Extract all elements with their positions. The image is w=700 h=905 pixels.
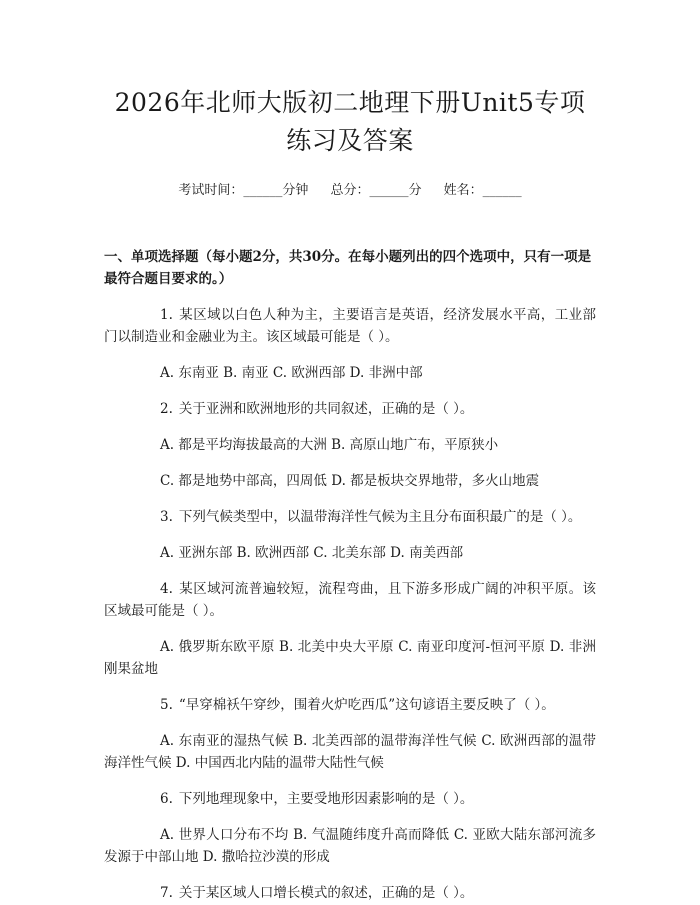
question-number: 6. [160,791,173,807]
question-text: 某区域以白色人种为主，主要语言是英语，经济发展水平高，工业部门以制造业和金融业为主。该区域最可能是（ ）。 [104,307,596,345]
section-heading: 一、单项选择题（每小题2分，共30分。在每小题列出的四个选项中，只有一项是最符合题目要求的。） [104,249,592,287]
question-6 [104,788,596,868]
question-stem [104,506,596,528]
exam-meta [104,182,596,200]
question-options: A. 东南亚 B. 南亚 C. 欧洲西部 D. 非洲中部 [160,365,423,381]
question-number: 1. [160,307,173,323]
question-options: A. 俄罗斯东欧平原 B. 北美中央大平原 C. 南亚印度河-恒河平原 D. 非洲刚果盆地 [104,639,596,677]
question-stem [104,882,596,904]
question-text: 关于某区域人口增长模式的叙述，正确的是（ ）。 [178,885,474,901]
question-text: “早穿棉袄午穿纱，围着火炉吃西瓜”这句谚语主要反映了（ ）。 [178,697,555,713]
student-name: 姓名：______ [443,183,522,198]
question-stem [104,788,596,810]
question-stem [104,398,596,420]
question-3 [104,506,596,564]
question-number: 4. [160,581,173,597]
question-2 [104,398,596,492]
question-options: A. 东南亚的湿热气候 B. 北美西部的温带海洋性气候 C. 欧洲西部的温带海洋性气候 D. 中国西北内陆的温带大陆性气候 [104,733,596,771]
question-number: 7. [160,885,173,901]
question-5 [104,694,596,774]
question-stem [104,694,596,716]
question-number: 2. [160,401,173,417]
question-7 [104,882,596,904]
document-title: 2026年北师大版初二地理下册Unit5专项练习及答案 [114,88,586,155]
question-text: 关于亚洲和欧洲地形的共同叙述，正确的是（ ）。 [178,401,474,417]
question-4 [104,578,596,680]
question-number: 5. [160,697,173,713]
question-options: A. 世界人口分布不均 B. 气温随纬度升高而降低 C. 亚欧大陆东部河流多发源于中部山地 D. 撒哈拉沙漠的形成 [104,827,596,865]
question-text: 下列气候类型中，以温带海洋性气候为主且分布面积最广的是（ ）。 [178,509,582,525]
question-stem [104,304,596,348]
question-list [104,304,596,904]
question-options: C. 都是地势中部高，四周低 D. 都是板块交界地带，多火山地震 [160,473,540,489]
question-text: 下列地理现象中，主要受地形因素影响的是（ ）。 [178,791,474,807]
total-score: 总分：______分 [330,183,422,198]
exam-time: 考试时间：______分钟 [178,183,309,198]
question-options: A. 亚洲东部 B. 欧洲西部 C. 北美东部 D. 南美西部 [160,545,464,561]
question-number: 3. [160,509,173,525]
question-text: 某区域河流普遍较短，流程弯曲，且下游多形成广阔的冲积平原。该区域最可能是（ ）。 [104,581,596,619]
question-1 [104,304,596,384]
question-options: A. 都是平均海拔最高的大洲 B. 高原山地广布，平原狭小 [160,437,499,453]
question-stem [104,578,596,622]
